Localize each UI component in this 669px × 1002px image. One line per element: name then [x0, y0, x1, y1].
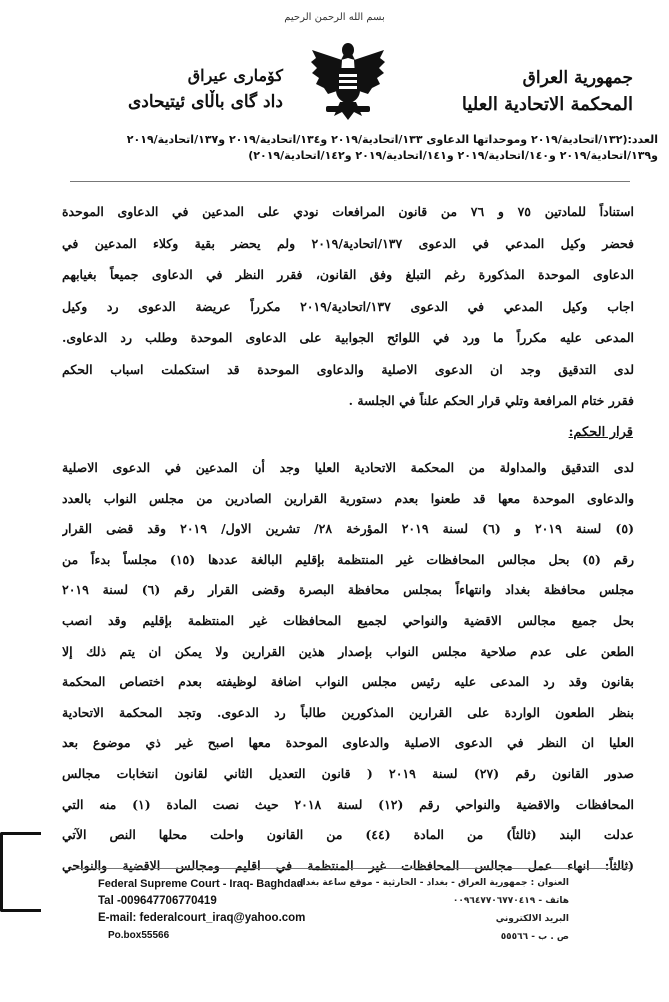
- text-line: لدى التدقيق والمداولة من المحكمة الاتحادية العليا وجد أن المدعين في الدعوى الاصلية: [62, 460, 634, 475]
- country-name-kurdish: كۆماری عیراق: [187, 66, 283, 85]
- footer-phone: Tal -009647706770419: [98, 895, 217, 907]
- text-line: (٥) لسنة ٢٠١٩ و (٦) لسنة ٢٠١٩ المؤرخة ٢٨/ تشرين الاول/ ٢٠١٩ وقد قضى القرار: [62, 521, 634, 537]
- footer-pobox: Po.box55566: [108, 930, 170, 941]
- verdict-paragraph: [62, 453, 634, 881]
- text-line: اجاب وكيل المدعي في الدعوى ١٣٧/اتحادية/٢٠١٩ مكرراً عريضة الدعوى رد وكيل: [62, 298, 634, 314]
- proceedings-paragraph: [62, 196, 634, 417]
- text-line: مجلس محافظة بغداد وانتهاءاً بمجلس محافظة البصرة وقضى القرار رقم (٦) لسنة ٢٠١٩: [62, 582, 634, 598]
- footer-contact-english: [98, 876, 305, 944]
- case-number-line: العدد:(١٣٢/اتحادية/٢٠١٩ وموحداتها الدعاوى ١٣٣/اتحادية/٢٠١٩ و١٣٤/اتحادية/٢٠١٩ و١٣٧/اتحادية/٢٠١٩: [126, 133, 658, 146]
- header-left: [128, 66, 283, 112]
- footer-email-arabic: البريد الالكتروني: [495, 914, 569, 924]
- text-line: استناداً للمادتين ٧٥ و ٧٦ من قانون المرافعات نودي على المدعين في الدعاوى الموحدة: [62, 204, 634, 219]
- case-numbers: [30, 132, 658, 164]
- footer-divider: [70, 868, 630, 869]
- text-line: بحل جميع مجالس الاقضية والنواحي لجميع المحافظات غير المنتظمة بإقليم وقد انصب: [62, 612, 634, 628]
- case-number-line: و١٣٩/اتحادية/٢٠١٩ و١٤٠/اتحادية/٢٠١٩ و١٤١/اتحادية/٢٠١٩ و١٤٢/اتحادية/٢٠١٩): [248, 149, 658, 162]
- text-line: المحافظات والاقضية والنواحي رقم (١٢) لسنة ٢٠١٨ حيث نصت المادة (١) منه التي: [62, 796, 634, 812]
- text-line: رقم (٥) بحل مجالس المحافظات غير المنتظمة بإقليم البالغة عددها (١٥) مجلساً بدءاً من: [62, 551, 634, 567]
- text-line: المدعى عليه مكرراً ما ورد في اللوائح الجوابية على الدعاوى الموحدة وطلب رد الدعاوى.: [62, 330, 634, 345]
- header-right: [462, 68, 633, 115]
- text-line: فقرر ختام المرافعة وتلي قرار الحكم علناً في الجلسة .: [348, 393, 634, 408]
- footer-pobox-arabic: ص . ب - ٥٥٥٦٦: [500, 932, 569, 942]
- text-line: الدعاوى الموحدة المذكورة رغم التبلغ وفق القانون، فقرر النظر في الدعاوى جميعاً بغيابهم: [62, 267, 634, 282]
- country-name-arabic: جمهورية العراق: [522, 68, 633, 88]
- text-line: فحضر وكيل المدعي في الدعوى ١٣٧/اتحادية/٢٠١٩ ولم يحضر بقية وكلاء المدعين في: [62, 235, 634, 251]
- footer-email: E-mail: federalcourt_iraq@yahoo.com: [98, 912, 306, 924]
- basmala: بسم الله الرحمن الرحيم: [284, 12, 385, 23]
- text-line: الطعن على عدم صلاحية مجلس النواب بإصدار هذين القرارين ولا يمكن ان يتم ذلك إلا: [62, 643, 634, 659]
- footer-phone-arabic: هاتف - ٠٠٩٦٤٧٧٠٦٧٧٠٤١٩: [452, 896, 569, 906]
- text-line: صدور القانون رقم (٢٧) لسنة ٢٠١٩ ( قانون التعديل الثاني لقانون انتخابات مجالس: [62, 765, 634, 781]
- text-line: بقانون وقد رد المدعى عليه رئيس مجلس النواب اضافة لوظيفته بعدم اختصاص المحكمة: [62, 674, 634, 690]
- text-line: بنظر الطعون الواردة على القرارين المذكورين طالباً رد الدعوى. وتجد المحكمة الاتحادية: [62, 704, 634, 720]
- verdict-heading: قرار الحكم:: [568, 425, 633, 440]
- footer-contact-arabic: [298, 874, 569, 946]
- header-divider: [70, 181, 630, 182]
- text-line: عدلت البند (ثالثاً) من المادة (٤٤) من القانون واحلت محلها النص الآتي: [62, 827, 634, 843]
- margin-bracket-mark: [0, 832, 41, 912]
- text-line: والدعاوى الموحدة معها قد طعنوا بعدم دستورية القرارين الصادرين من مجلس النواب بالعدد: [62, 490, 634, 506]
- iraq-eagle-emblem-icon: [308, 38, 388, 124]
- text-line: (ثالثاً: انهاء عمل مجالس المحافظات غير المنتظمة في اقليم ومجالس الاقضية والنواحي: [62, 857, 634, 873]
- text-line: العليا ان النظر في الدعوى الاصلية والدعاوى الموحدة معها اصبح غير ذي موضوع بعد: [62, 735, 634, 751]
- court-name-kurdish: داد گای باڵای ئیتیحادی: [128, 92, 283, 112]
- footer-court-name: Federal Supreme Court - Iraq- Baghdad: [98, 878, 304, 890]
- court-name-arabic: المحكمة الاتحادية العليا: [461, 94, 633, 115]
- text-line: لدى التدقيق وجد ان الدعوى الاصلية والدعاوى الموحدة قد استكملت اسباب الحكم: [62, 361, 634, 377]
- footer-address-arabic: العنوان : جمهورية العراق - بغداد - الحارثية - موقع ساعة بغداد: [297, 878, 569, 888]
